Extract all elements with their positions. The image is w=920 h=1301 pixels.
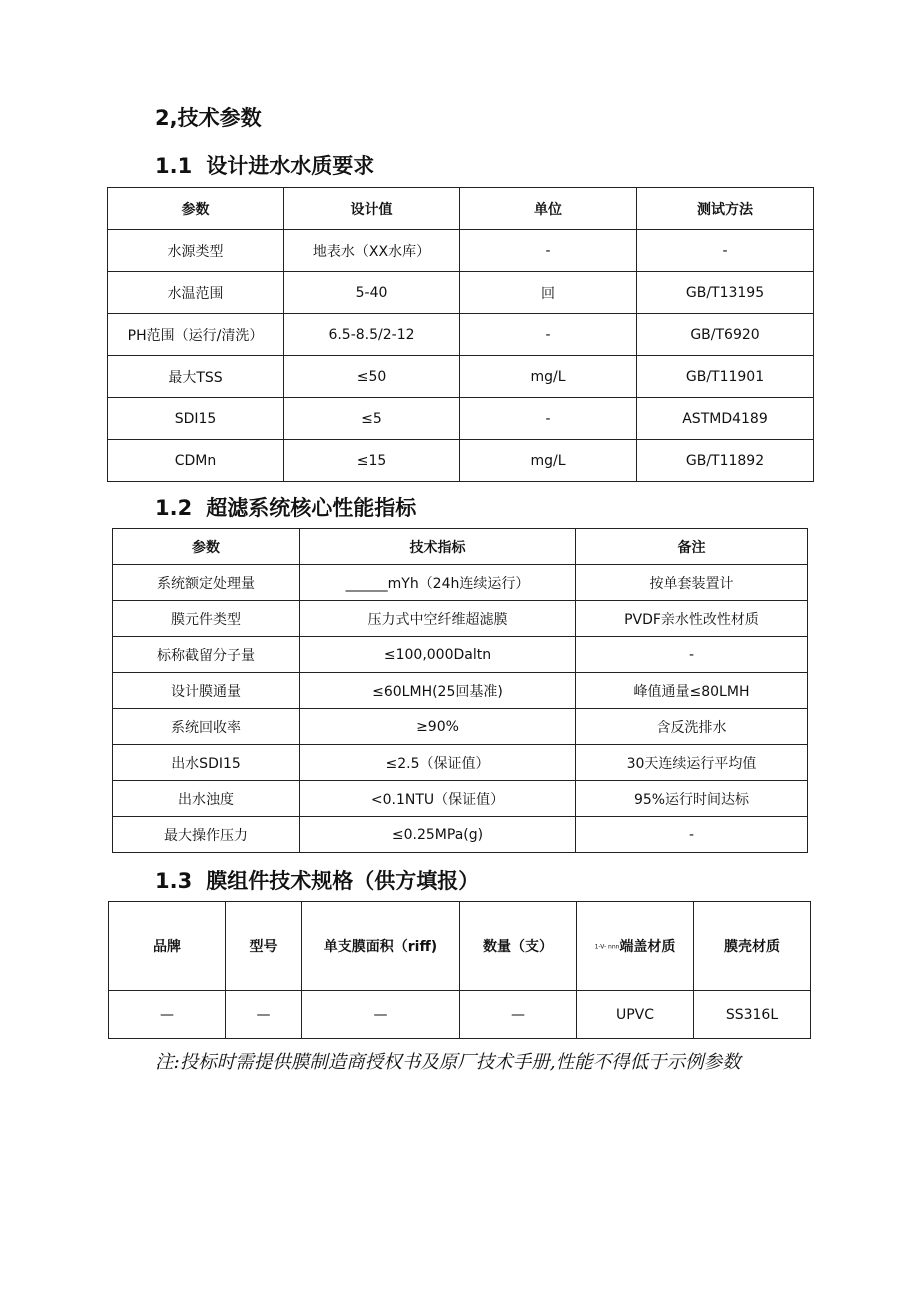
table-cell: 最大操作压力 (113, 817, 300, 853)
header-cell: 单支膜面积（riff) (302, 902, 460, 991)
table-row (113, 817, 808, 853)
header-cell: 参数 (108, 188, 284, 230)
table-row (113, 709, 808, 745)
table-cell: mg/L (460, 356, 637, 398)
table-cell: 系统额定处理量 (113, 565, 300, 601)
table-cell: ______mYh（24h连续运行） (300, 565, 576, 601)
table-cell: 回 (460, 272, 637, 314)
heading-1-3-title: 膜组件技术规格（供方填报） (206, 869, 480, 893)
header-cell: 品牌 (109, 902, 226, 991)
table-row (108, 272, 814, 314)
heading-1-1-number: 1.1 (155, 154, 193, 178)
table-cell: SDI15 (108, 398, 284, 440)
table-cell: SS316L (694, 991, 811, 1039)
table-cell: 95%运行时间达标 (576, 781, 808, 817)
table-row (108, 440, 814, 482)
table-cell: 地表水（XX水库） (284, 230, 460, 272)
table-cell: 标称截留分子量 (113, 637, 300, 673)
table-cell: ≤2.5（保证值） (300, 745, 576, 781)
table-cell: ≤50 (284, 356, 460, 398)
header-cell: 设计值 (284, 188, 460, 230)
header-cell: 参数 (113, 529, 300, 565)
table-cell: 6.5-8.5/2-12 (284, 314, 460, 356)
heading-1-3 (155, 865, 479, 895)
table-cell: 按单套装置计 (576, 565, 808, 601)
table-cell: ASTMD4189 (637, 398, 814, 440)
table-cell: — (109, 991, 226, 1039)
table-cell: 30天连续运行平均值 (576, 745, 808, 781)
header-prefix-small: 1-V- nnn (594, 943, 620, 951)
table-row (113, 637, 808, 673)
table-row (113, 745, 808, 781)
header-cell: 膜壳材质 (694, 902, 811, 991)
table-cell: - (637, 230, 814, 272)
table-cell: 水源类型 (108, 230, 284, 272)
header-cell: 型号 (226, 902, 302, 991)
table-cell: 设计膜通量 (113, 673, 300, 709)
table-row (113, 673, 808, 709)
table-cell: - (576, 637, 808, 673)
table-cell: GB/T13195 (637, 272, 814, 314)
table-cell: ≤15 (284, 440, 460, 482)
header-cell: 备注 (576, 529, 808, 565)
water-quality-table (107, 187, 814, 482)
header-cell: 数量（支） (460, 902, 577, 991)
table-header-row (109, 902, 811, 991)
table-row (108, 314, 814, 356)
heading-1-2 (155, 492, 416, 522)
table-cell: — (460, 991, 577, 1039)
table-row (113, 565, 808, 601)
table-cell: ≤100,000Daltn (300, 637, 576, 673)
section-title: 2,技术参数 (155, 106, 262, 130)
table-cell: CDMn (108, 440, 284, 482)
table-cell: <0.1NTU（保证值） (300, 781, 576, 817)
heading-1-1-title: 设计进水水质要求 (206, 154, 375, 178)
table-row (108, 230, 814, 272)
table-cell: 含反洗排水 (576, 709, 808, 745)
table-cell: 出水SDI15 (113, 745, 300, 781)
table-cell: PVDF亲水性改性材质 (576, 601, 808, 637)
table-cell: ≥90% (300, 709, 576, 745)
table-cell: - (576, 817, 808, 853)
header-cell: 测试方法 (637, 188, 814, 230)
table-cell: — (302, 991, 460, 1039)
table-cell: GB/T6920 (637, 314, 814, 356)
header-cell: 技术指标 (300, 529, 576, 565)
heading-1-3-number: 1.3 (155, 869, 193, 893)
table-cell: - (460, 314, 637, 356)
table-row (113, 781, 808, 817)
heading-1-1 (155, 150, 374, 180)
table-cell: GB/T11901 (637, 356, 814, 398)
table-cell: ≤5 (284, 398, 460, 440)
table-cell: - (460, 398, 637, 440)
heading-1-2-number: 1.2 (155, 496, 193, 520)
footnote: 注:投标时需提供膜制造商授权书及原厂技术手册,性能不得低于示例参数 (155, 1052, 741, 1073)
header-cell-label: 端盖材质 (619, 939, 676, 955)
table-cell: PH范围（运行/清洗） (108, 314, 284, 356)
table-cell: 膜元件类型 (113, 601, 300, 637)
module-spec-table (108, 901, 811, 1039)
table-row (108, 356, 814, 398)
table-header-row (113, 529, 808, 565)
table-cell: 系统回收率 (113, 709, 300, 745)
table-cell: ≤0.25MPa(g) (300, 817, 576, 853)
table-row (109, 991, 811, 1039)
table-cell: 最大TSS (108, 356, 284, 398)
table-cell: — (226, 991, 302, 1039)
table-cell: 水温范围 (108, 272, 284, 314)
table-cell: 峰值通量≤80LMH (576, 673, 808, 709)
table-cell: UPVC (577, 991, 694, 1039)
table-row (113, 601, 808, 637)
table-row (108, 398, 814, 440)
heading-1-2-title: 超滤系统核心性能指标 (206, 496, 417, 520)
table-cell: 压力式中空纤维超滤膜 (300, 601, 576, 637)
performance-table (112, 528, 808, 853)
header-cell (577, 902, 694, 991)
table-cell: 5-40 (284, 272, 460, 314)
table-cell: mg/L (460, 440, 637, 482)
table-cell: GB/T11892 (637, 440, 814, 482)
table-cell: 出水浊度 (113, 781, 300, 817)
table-header-row (108, 188, 814, 230)
table-cell: - (460, 230, 637, 272)
header-cell: 单位 (460, 188, 637, 230)
table-cell: ≤60LMH(25回基准) (300, 673, 576, 709)
